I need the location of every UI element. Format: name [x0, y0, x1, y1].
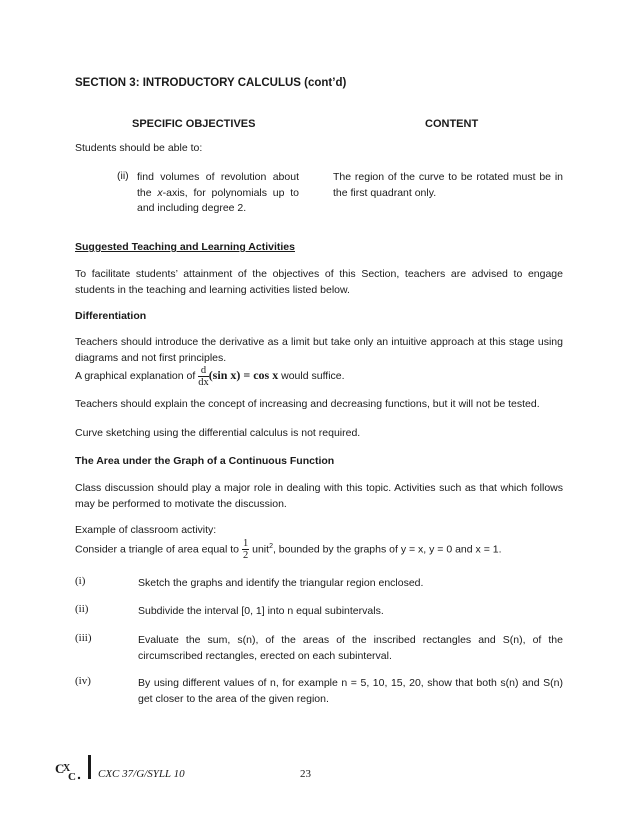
svg-text:X: X [63, 763, 71, 774]
item-number: (iv) [75, 675, 91, 687]
page-number: 23 [300, 768, 311, 780]
svg-text:C: C [55, 761, 65, 776]
cxc-logo [54, 760, 84, 785]
students-intro: Students should be able to: [75, 142, 203, 154]
syllabus-code: CXC 37/G/SYLL 10 [98, 768, 185, 780]
objectives-column-heading: SPECIFIC OBJECTIVES [132, 118, 256, 130]
section-title: SECTION 3: INTRODUCTORY CALCULUS (cont’d) [75, 77, 347, 89]
differentiation-paragraph-3: Teachers should explain the concept of increasing and decreasing functions, but it will not be tested. [75, 398, 540, 410]
example-label: Example of classroom activity: [75, 524, 217, 536]
differentiation-graphical: A graphical explanation of $\frac{d}{dx}$ (sin x) = cos x would suffice. [75, 364, 345, 388]
area-paragraph: Class discussion should play a major role in dealing with this topic. Activities such as that which follows may be performed to motivate the discussion. [75, 482, 563, 510]
item-text: Sketch the graphs and identify the triangular region enclosed. [138, 577, 424, 589]
item-number: (ii) [75, 603, 89, 615]
differentiation-paragraph-4: Curve sketching using the differential calculus is not required. [75, 427, 361, 439]
item-number: (i) [75, 575, 86, 587]
derivative-fraction: $\frac{d}{dx}$ [198, 364, 209, 388]
content-column-heading: CONTENT [425, 118, 479, 130]
item-number: (iii) [75, 632, 92, 644]
area-heading: The Area under the Graph of a Continuous Function [75, 455, 335, 467]
differentiation-heading: Differentiation [75, 310, 147, 322]
item-text: Subdivide the interval [0, 1] into n equal subintervals. [138, 605, 384, 617]
objective-text: find volumes of revolution about the x-axis, for polynomials up to and including degree 2. [137, 171, 300, 214]
item-text: By using different values of n, for example n = 5, 10, 15, 20, show that both s(n) and S(n) get closer to the area of the given region. [138, 677, 563, 705]
footer-divider [88, 755, 91, 779]
item-text: Evaluate the sum, s(n), of the areas of the inscribed rectangles and S(n), of the circumscribed rectangles, erected on each subinterval. [138, 634, 563, 662]
differentiation-paragraph-1: Teachers should introduce the derivative as a limit but take only an intuitive approach at this stage using diagrams and not first principles. [75, 336, 563, 364]
activities-intro: To facilitate students’ attainment of the objectives of this Section, teachers are advised to engage students in the teaching and learning activities listed below. [75, 268, 563, 296]
half-fraction: $\frac{1}{2}$ [242, 538, 249, 562]
consider-line: Consider a triangle of area equal to $\frac{1}{2}$ unit$^2$, bounded by the graphs of y = x, y = 0 and x = 1. [75, 538, 502, 562]
content-text: The region of the curve to be rotated must be in the first quadrant only. [333, 171, 563, 199]
activities-heading: Suggested Teaching and Learning Activities [75, 241, 295, 253]
objective-number: (ii) [117, 170, 129, 182]
svg-text:C: C [68, 771, 76, 782]
